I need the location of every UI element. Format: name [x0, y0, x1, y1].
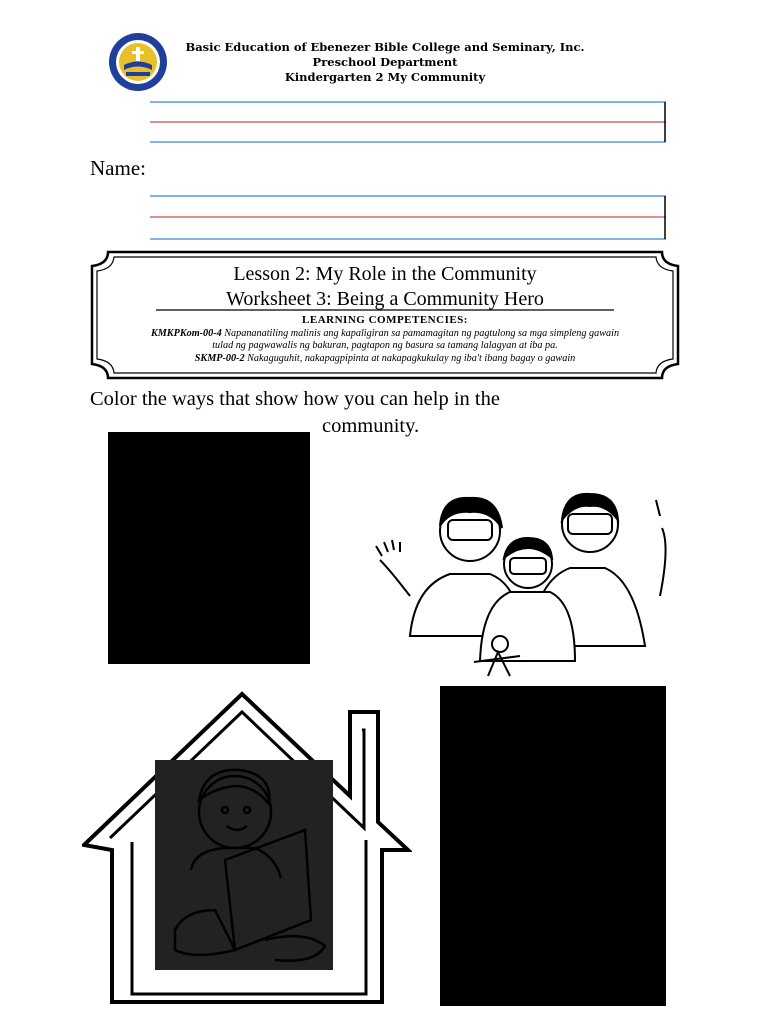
class-name: Kindergarten 2 My Community — [284, 70, 486, 84]
competency-2-text: Nakaguguhit, nakapagpipinta at nakapagkukulay ng iba't ibang bagay o gawain — [247, 353, 576, 364]
instruction-line-2: community. — [322, 415, 420, 437]
competencies-heading: LEARNING COMPETENCIES: — [302, 314, 468, 326]
competency-1-line-a — [96, 328, 674, 339]
competency-1-text: Napananatiling malinis ang kapaligiran sa pamamagitan ng pagtulong sa mga simpleng gawain — [224, 328, 620, 339]
lesson-title: Lesson 2: My Role in the Community — [233, 263, 537, 285]
competency-1-code: KMKPKom-00-4 — [150, 328, 222, 339]
coloring-picture-2[interactable] — [440, 686, 666, 1006]
instruction-line-1: Color the ways that show how you can help in the — [90, 388, 500, 410]
name-label: Name: — [90, 156, 146, 180]
competency-2-code: SKMP-00-2 — [194, 353, 245, 364]
worksheet-title: Worksheet 3: Being a Community Hero — [226, 288, 544, 310]
school-logo-icon — [108, 32, 168, 92]
department-name: Preschool Department — [312, 55, 458, 69]
name-writing-lines[interactable] — [150, 195, 666, 240]
child-reading-picture[interactable] — [155, 760, 333, 970]
masked-family-illustration[interactable] — [370, 486, 690, 686]
writing-lines-top[interactable] — [150, 101, 666, 143]
competency-1-line-b: tulad ng pagwawalis ng bakuran, pagtapon ng basura sa tamang lalagyan at iba pa. — [212, 340, 558, 351]
competency-2-line — [96, 353, 674, 364]
school-name: Basic Education of Ebenezer Bible College and Seminary, Inc. — [185, 40, 585, 54]
coloring-picture-1[interactable] — [108, 432, 310, 664]
